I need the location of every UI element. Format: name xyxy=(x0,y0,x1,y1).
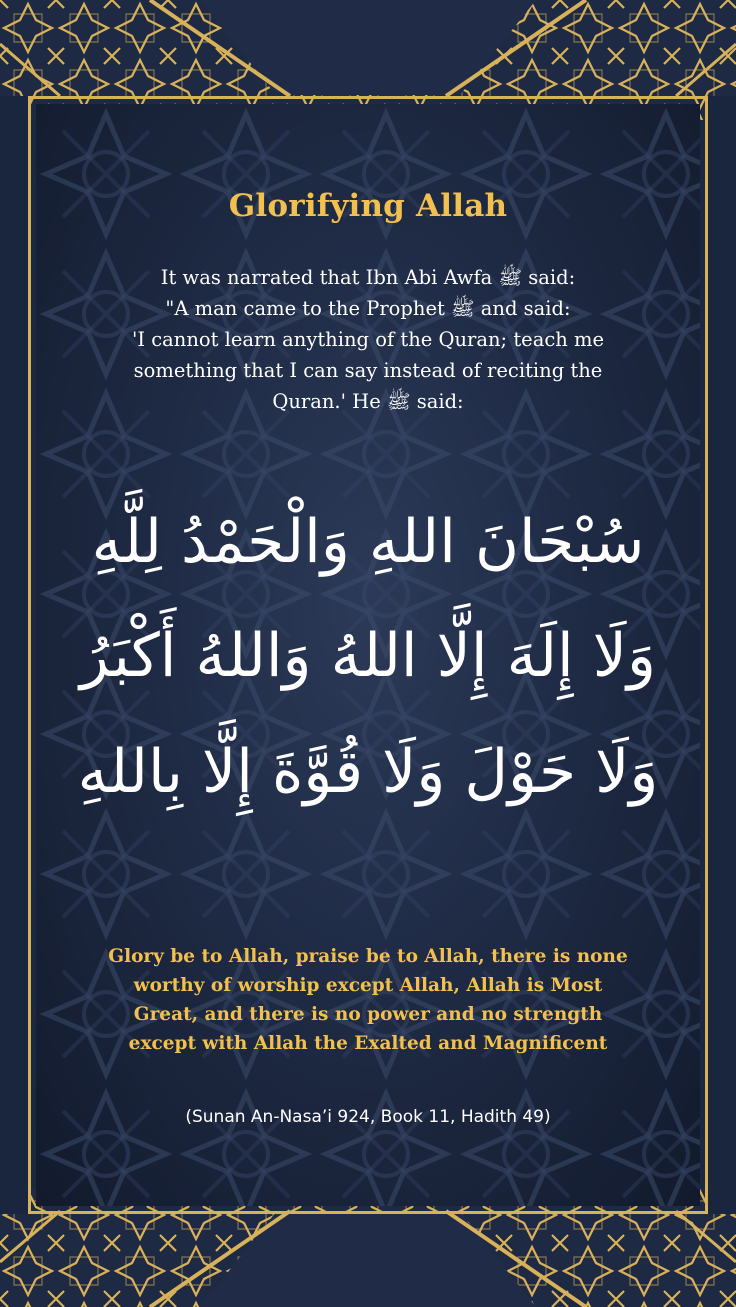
page-title: Glorifying Allah xyxy=(228,188,508,224)
translation-line: Great, and there is no power and no strength xyxy=(133,1004,603,1025)
narration-text xyxy=(76,262,660,417)
translation-line: worthy of worship except Allah, Allah is Most xyxy=(133,975,603,996)
hadith-reference: (Sunan An-Nasa’i 924, Book 11, Hadith 49) xyxy=(185,1107,551,1127)
translation-line: except with Allah the Exalted and Magnificent xyxy=(128,1033,608,1054)
narration-line: "A man came to the Prophet ﷺ and said: xyxy=(165,297,571,320)
narration-line: It was narrated that Ibn Abi Awfa ﷺ said: xyxy=(160,266,576,289)
narration-line: something that I can say instead of reciting the xyxy=(133,359,603,382)
narration-line: 'I cannot learn anything of the Quran; teach me xyxy=(131,328,605,351)
text-content xyxy=(36,104,700,1206)
arabic-line-3: وَلَا حَوْلَ وَلَا قُوَّةَ إِلَّا بِاللهِ xyxy=(77,737,659,807)
english-translation xyxy=(80,942,656,1058)
arabic-line-2: وَلَا إِلَهَ إِلَّا اللهُ وَاللهُ أَكْبَرُ xyxy=(80,621,656,691)
narration-line: Quran.' He ﷺ said: xyxy=(272,390,464,413)
translation-line: Glory be to Allah, praise be to Allah, there is none xyxy=(108,946,628,967)
arabic-line-1: سُبْحَانَ اللهِ وَالْحَمْدُ لِلَّهِ xyxy=(91,507,645,577)
